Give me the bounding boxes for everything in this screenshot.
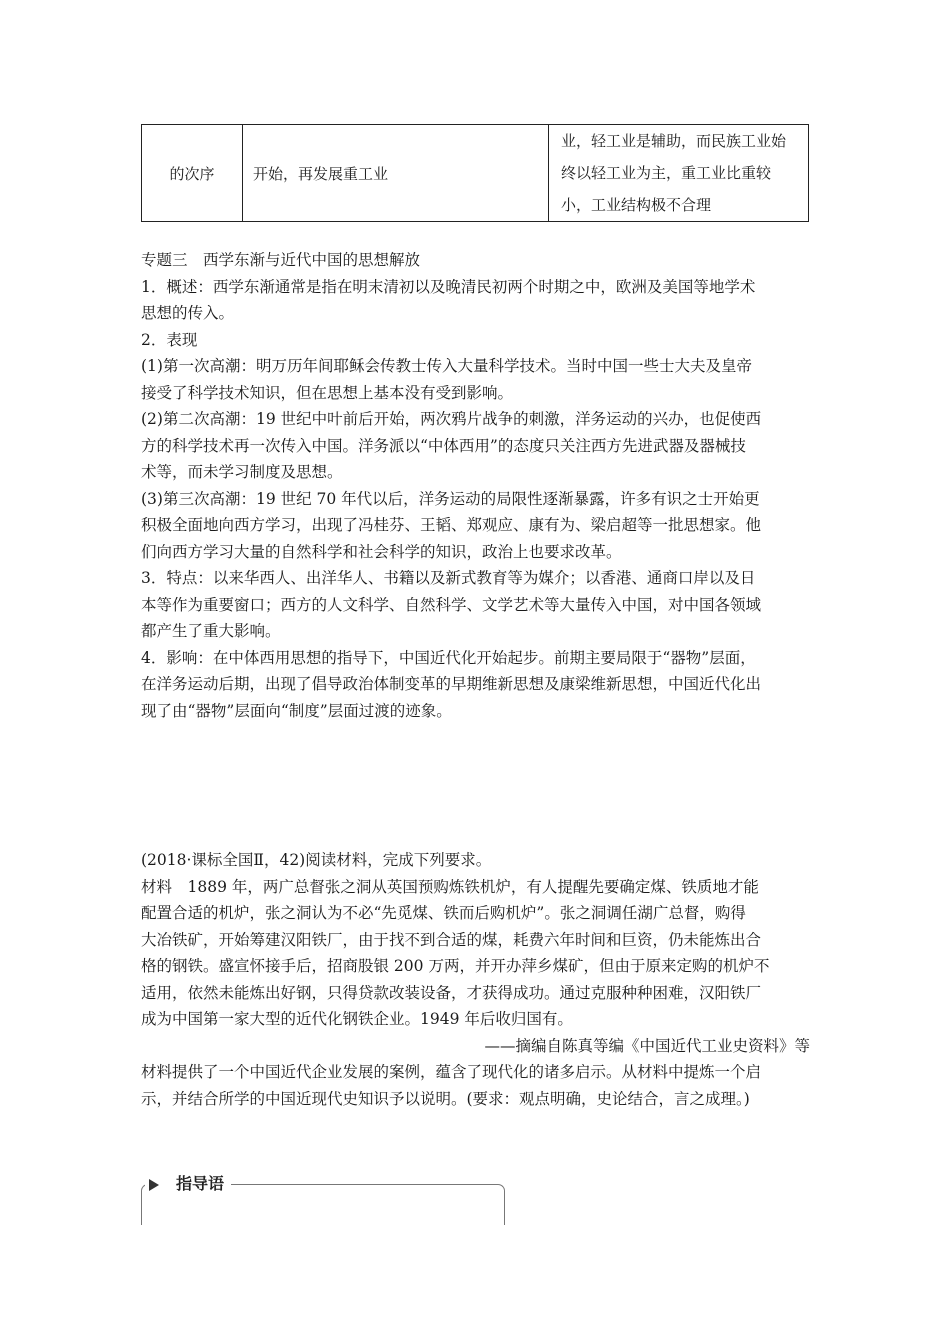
paragraph-line: 1．概述：西学东渐通常是指在明末清初以及晚清民初两个时期之中，欧洲及美国等地学术 <box>141 277 756 296</box>
paragraph-line: 都产生了重大影响。 <box>141 622 281 640</box>
topic-section <box>141 247 816 724</box>
arrow-right-icon <box>149 1179 159 1191</box>
material-line: 格的钢铁。盛宣怀接手后，招商股银 200 万两，并开办萍乡煤矿，但由于原来定购的机炉不 <box>141 957 770 975</box>
section-title: 专题三 西学东渐与近代中国的思想解放 <box>141 251 421 269</box>
exam-question <box>141 847 816 1112</box>
paragraph-line: 在洋务运动后期，出现了倡导政治体制变革的早期维新思想及康梁维新思想，中国近代化出 <box>141 675 762 693</box>
question-header: (2018·课标全国Ⅱ，42)阅读材料，完成下列要求。 <box>141 851 492 869</box>
paragraph-line: 2．表现 <box>141 330 198 349</box>
material-source: ——摘编自陈真等编《中国近代工业史资料》等 <box>484 1036 810 1055</box>
table-cell-line: 业，轻工业是辅助，而民族工业始 <box>561 132 787 150</box>
guide-box <box>141 1170 505 1210</box>
paragraph-line: (2)第二次高潮：19 世纪中叶前后开始，两次鸦片战争的刺激，洋务运动的兴办，也促使西 <box>141 410 762 428</box>
table-row <box>142 125 809 222</box>
question-prompt: 材料提供了一个中国近代企业发展的案例，蕴含了现代化的诸多启示。从材料中提炼一个启 <box>141 1063 762 1081</box>
paragraph-line: 方的科学技术再一次传入中国。洋务派以“中体西用”的态度只关注西方先进武器及器械技 <box>141 436 746 455</box>
material-line: 适用，依然未能炼出好钢，只得贷款改装设备，才获得成功。通过克服种种困难，汉阳铁厂 <box>141 983 762 1002</box>
table-cell-content <box>549 125 809 222</box>
material-line: 大冶铁矿，开始筹建汉阳铁厂，由于找不到合适的煤，耗费六年时间和巨资，仍未能炼出合 <box>141 930 762 949</box>
paragraph-line: 4．影响：在中体西用思想的指导下，中国近代化开始起步。前期主要局限于“器物”层面， <box>141 648 756 667</box>
paragraph-line: 术等，而未学习制度及思想。 <box>141 463 343 481</box>
paragraph-line: 现了由“器物”层面向“制度”层面过渡的迹象。 <box>141 701 452 720</box>
table-cell-label: 的次序 <box>142 125 243 222</box>
table-cell-line: 小，工业结构极不合理 <box>561 196 712 214</box>
table-cell-line: 终以轻工业为主，重工业比重较 <box>561 164 772 182</box>
material-line: 成为中国第一家大型的近代化钢铁企业。1949 年后收归国有。 <box>141 1010 573 1028</box>
paragraph-line: (1)第一次高潮：明万历年间耶稣会传教士传入大量科学技术。当时中国一些士大夫及皇帝 <box>141 357 752 375</box>
paragraph-line: 3．特点：以来华西人、出洋华人、书籍以及新式教育等为媒介；以香港、通商口岸以及日 <box>141 569 756 587</box>
comparison-table <box>141 124 809 222</box>
material-line: 配置合适的机炉，张之洞认为不必“先觅煤、铁而后购机炉”。张之洞调任湖广总督，购得 <box>141 904 746 922</box>
paragraph-line: 思想的传入。 <box>141 304 235 322</box>
paragraph-line: 们向西方学习大量的自然科学和社会科学的知识，政治上也要求改革。 <box>141 542 622 561</box>
paragraph-line: 本等作为重要窗口；西方的人文科学、自然科学、文学艺术等大量传入中国，对中国各领域 <box>141 595 762 614</box>
paragraph-line: (3)第三次高潮：19 世纪 70 年代以后，洋务运动的局限性逐渐暴露，许多有识之士开始更 <box>141 489 760 508</box>
question-prompt: 示，并结合所学的中国近现代史知识予以说明。(要求：观点明确，史论结合，言之成理。) <box>141 1089 750 1108</box>
material-line: 材料 1889 年，两广总督张之洞从英国预购炼铁机炉，有人提醒先要确定煤、铁质地才能 <box>141 877 759 896</box>
guide-label: 指导语 <box>176 1174 225 1193</box>
paragraph-line: 接受了科学技术知识，但在思想上基本没有受到影响。 <box>141 383 514 402</box>
table-cell-content: 开始，再发展重工业 <box>243 125 549 222</box>
paragraph-line: 积极全面地向西方学习，出现了冯桂芬、王韬、郑观应、康有为、梁启超等一批思想家。他 <box>141 516 762 534</box>
